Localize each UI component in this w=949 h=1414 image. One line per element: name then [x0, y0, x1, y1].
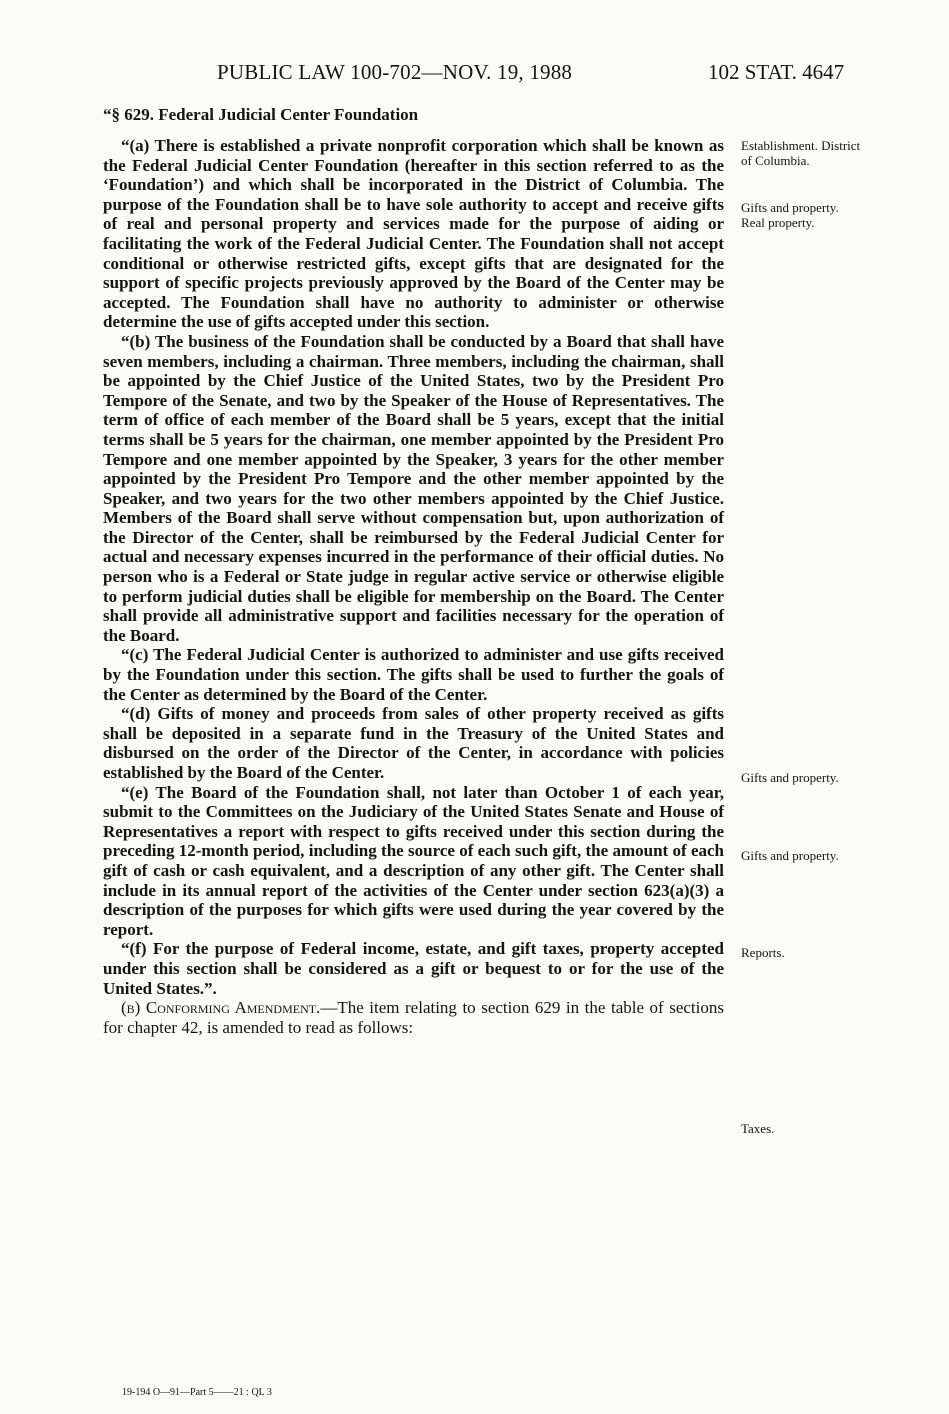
margin-note-taxes: Taxes. — [741, 1121, 775, 1136]
section-heading: “§ 629. Federal Judicial Center Foundation — [103, 105, 419, 124]
subsection-e: “(e) The Board of the Foundation shall, not later than October 1 of each year, submit to the Committees on the Judiciary of the United States Senate and House of Representatives a report with respect to gifts received under this section during the preceding 12-month period, including the source of each such gift, the amount of each gift of cash or cash equivalent, and a description of any other gift. The Center shall include in its annual report of the activities of the Center under section 623(a)(3) a description of the purposes for which gifts were used during the year covered by the report. — [103, 782, 724, 939]
page-header — [0, 60, 949, 88]
amendment-text: —The item relating to section 629 in the table of sections for chapter 42, is amended to read as follows: — [103, 998, 724, 1037]
subsection-a: “(a) There is established a private nonprofit corporation which shall be known as the Federal Judicial Center Foundation (hereafter in this section referred to as the ‘Foundation’) and which shall be incorporated in the District of Columbia. The purpose of the Foundation shall be to have sole authority to accept and receive gifts of real and personal property and services made for the purpose of aiding or facilitating the work of the Federal Judicial Center. The Foundation shall not accept conditional or otherwise restricted gifts, except gifts that are designated for the support of specific projects previously approved by the Board of the Center may be accepted. The Foundation shall have no authority to administer or otherwise determine the use of gifts accepted under this section. — [103, 136, 724, 332]
subsection-d: “(d) Gifts of money and proceeds from sales of other property received as gifts shall be deposited in a separate fund in the Treasury of the United States and disbursed on the order of the Director of the Center, in accordance with policies established by the Board of the Center. — [103, 704, 724, 782]
page-footer: 19-194 O—91—Part 5——21 : QL 3 — [122, 1387, 272, 1398]
subsection-c: “(c) The Federal Judicial Center is authorized to administer and use gifts received by the Foundation under this section. The gifts shall be used to further the goals of the Center as determined by the Board of the Center. — [103, 645, 724, 704]
conforming-amendment — [103, 998, 724, 1037]
margin-note-gifts-d: Gifts and property. — [741, 848, 839, 863]
stat-page-number: 102 STAT. 4647 — [708, 60, 845, 84]
margin-note-gifts-real-property: Gifts and property. Real property. — [741, 200, 839, 230]
margin-note-reports: Reports. — [741, 945, 785, 960]
document-body — [103, 136, 724, 1037]
subsection-b: “(b) The business of the Foundation shall be conducted by a Board that shall have seven members, including a chairman. Three members, including the chairman, shall be appointed by the Chief Justice of the United States, two by the President Pro Tempore of the Senate, and two by the Speaker of the House of Representatives. The term of office of each member of the Board shall be 5 years, except that the initial terms shall be 5 years for the chairman, one member appointed by the President Pro Tempore and one member appointed by the Speaker, 3 years for the other member appointed by the President Pro Tempore and the other member appointed by the Speaker, and two years for the two other members appointed by the Chief Justice. Members of the Board shall serve without compensation but, upon authorization of the Director of the Center, shall be reimbursed by the Federal Judicial Center for actual and necessary expenses incurred in the performance of their official duties. No person who is a Federal or State judge in regular active service or otherwise eligible to perform judicial duties shall be eligible for membership on the Board. The Center shall provide all administrative support and facilities necessary for the operation of the Board. — [103, 331, 724, 645]
amendment-label: (b) Conforming Amendment. — [121, 998, 321, 1018]
header-title: PUBLIC LAW 100-702—NOV. 19, 1988 — [217, 60, 573, 84]
subsection-f: “(f) For the purpose of Federal income, estate, and gift taxes, property accepted under this section shall be considered as a gift or bequest to or for the use of the United States.”. — [103, 939, 724, 998]
margin-note-gifts-c: Gifts and property. — [741, 770, 839, 785]
margin-note-establishment: Establishment. District of Columbia. — [741, 138, 861, 168]
